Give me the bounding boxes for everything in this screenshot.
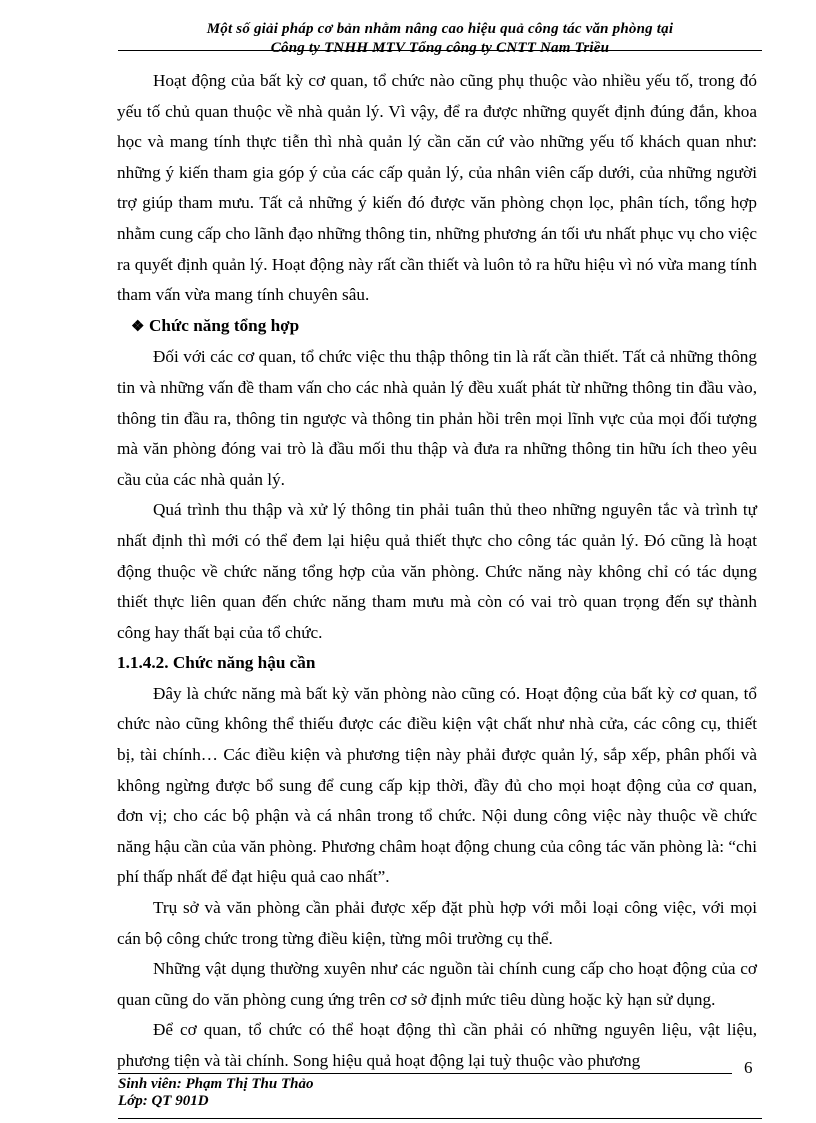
header-title-line1: Một số giải pháp cơ bản nhằm nâng cao hiệu quả công tác văn phòng tại xyxy=(206,21,674,37)
paragraph: Hoạt động của bất kỳ cơ quan, tổ chức nào cũng phụ thuộc vào nhiều yếu tố, trong đó yếu tố chủ quan thuộc về nhà quản lý. Vì vậy, để ra được những quyết định đúng đắn, khoa học và mang tính thực tiễn thì nhà quản lý cần căn cứ vào những yếu tố khách quan như: những ý kiến tham gia góp ý của các cấp quản lý, của nhân viên cấp dưới, của những người trợ giúp tham mưu. Tất cả những ý kiến đó được văn phòng chọn lọc, phân tích, tổng hợp nhằm cung cấp cho lãnh đạo những thông tin, những phương án tối ưu nhất phục vụ cho việc ra quyết định quản lý. Hoạt động này rất cần thiết và luôn tỏ ra hữu hiệu vì nó vừa mang tính tham vấn vừa mang tính chuyên sâu. xyxy=(117,71,757,305)
paragraph: Đây là chức năng mà bất kỳ văn phòng nào cũng có. Hoạt động của bất kỳ cơ quan, tổ chức nào cũng không thể thiếu được các điều kiện vật chất như nhà cửa, các công cụ, thiết bị, tài chính… Các điều kiện và phương tiện này phải được quản lý, sắp xếp, phân phối và không ngừng được bổ sung để cung cấp kịp thời, đầy đủ cho mọi hoạt động của cơ quan, đơn vị; cho các bộ phận và cá nhân trong tổ chức. Nội dung công việc này thuộc về chức năng hậu cần của văn phòng. Phương châm hoạt động chung của công tác văn phòng là: “chi phí thấp nhất để đạt hiệu quả cao nhất”. xyxy=(117,683,757,887)
paragraph: Quá trình thu thập và xử lý thông tin phải tuân thủ theo những nguyên tắc và trình tự nhất định thì mới có thể đem lại hiệu quả thiết thực cho công tác quản lý. Đó cũng là hoạt động thuộc về chức năng tổng hợp của văn phòng. Chức năng này không chỉ có tác dụng thiết thực liên quan đến chức năng tham mưu mà còn có vai trò quan trọng đến sự thành công hay thất bại của tổ chức. xyxy=(117,500,757,642)
paragraph: Trụ sở và văn phòng cần phải được xếp đặt phù hợp với mỗi loại công việc, với mọi cán bộ công chức trong từng điều kiện, từng môi trường cụ thể. xyxy=(117,898,757,948)
paragraph: Đối với các cơ quan, tổ chức việc thu thập thông tin là rất cần thiết. Tất cả những thông tin và những vấn đề tham vấn cho các nhà quản lý đều xuất phát từ những thông tin đầu vào, thông tin đầu ra, thông tin ngược và thông tin phản hồi trên mọi lĩnh vực của mọi đối tượng mà văn phòng đóng vai trò là đầu mối thu thập và đưa ra những thông tin hữu ích theo yêu cầu của các nhà quản lý. xyxy=(117,347,757,489)
bullet-heading xyxy=(117,311,757,343)
bullet-heading-text: Chức năng tổng hợp xyxy=(149,315,300,335)
paragraph: Những vật dụng thường xuyên như các nguồn tài chính cung cấp cho hoạt động của cơ quan cũng do văn phòng cung ứng trên cơ sở định mức tiêu dùng hoặc kỳ hạn sử dụng. xyxy=(117,959,757,1009)
diamond-bullet-icon: ❖ xyxy=(131,318,145,335)
footer-student: Sinh viên: Phạm Thị Thu Thảo xyxy=(118,1076,314,1092)
page-footer xyxy=(118,1076,518,1110)
footer-bottom-divider xyxy=(118,1118,762,1119)
header-divider xyxy=(118,50,762,51)
page-number: 6 xyxy=(744,1058,753,1077)
page-header xyxy=(118,20,762,58)
paragraph: Để cơ quan, tổ chức có thể hoạt động thì cần phải có những nguyên liệu, vật liệu, phương tiện và tài chính. Song hiệu quả hoạt động lại tuỳ thuộc vào phương xyxy=(117,1020,757,1070)
footer-divider xyxy=(118,1073,732,1074)
section-heading: 1.1.4.2. Chức năng hậu cần xyxy=(117,653,316,673)
document-body xyxy=(117,66,757,1077)
header-title-line2: Công ty TNHH MTV Tổng công ty CNTT Nam Triều xyxy=(270,40,610,56)
footer-class: Lớp: QT 901D xyxy=(118,1093,209,1109)
